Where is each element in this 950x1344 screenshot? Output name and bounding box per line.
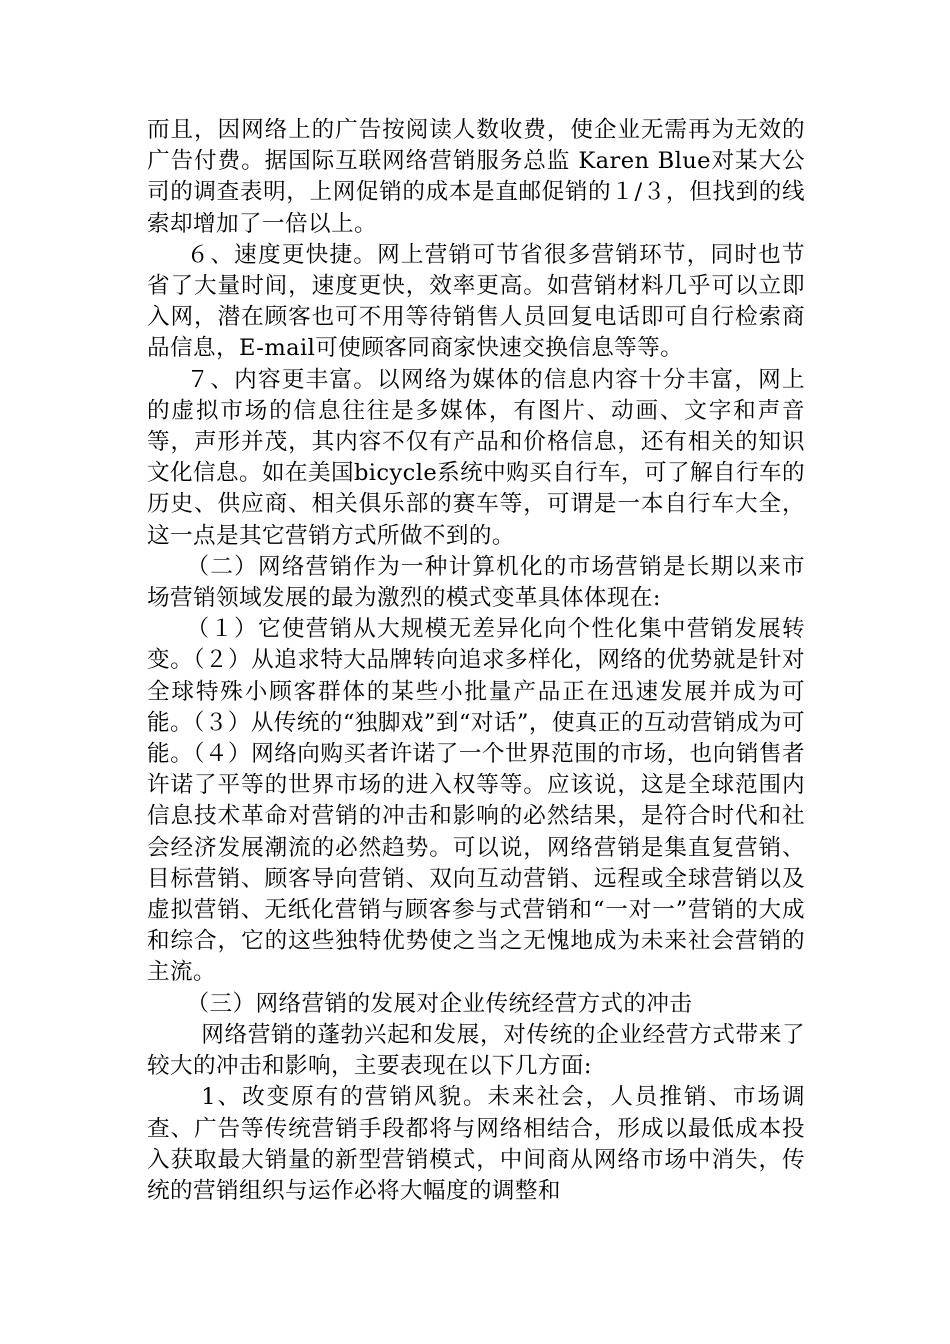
paragraph-speed: ６、速度更快捷。网上营销可节省很多营销环节，同时也节省了大量时间，速度更快，效率更高。如营销材料几乎可以立即入网，潜在顾客也可不用等待销售人员回复电话即可自行检索商品信息，E-mail可使顾客同商家快速交换信息等等。 (147, 241, 805, 362)
body-text (147, 115, 805, 1207)
paragraph-cost-savings: 而且，因网络上的广告按阅读人数收费，使企业无需再为无效的广告付费。据国际互联网络营销服务总监 Karen Blue对某大公司的调查表明，上网促销的成本是直邮促销的１/３，但找到的线索却增加了一倍以上。 (147, 117, 805, 237)
paragraph-content: ７、内容更丰富。以网络为媒体的信息内容十分丰富，网上的虚拟市场的信息往往是多媒体，有图片、动画、文字和声音等，声形并茂，其内容不仅有产品和价格信息，还有相关的知识文化信息。如在美国bicycle系统中购买自行车，可了解自行车的历史、供应商、相关俱乐部的赛车等，可谓是一本自行车大全，这一点是其它营销方式所做不到的。 (147, 366, 806, 549)
section-heading-two: （二）网络营销作为一种计算机化的市场营销是长期以来市场营销领域发展的最为激烈的模式变革具体体现在: (147, 553, 805, 612)
paragraph-transformation: （１）它使营销从大规模无差异化向个性化集中营销发展转变。（２）从追求特大品牌转向追求多样化，网络的优势就是针对全球特殊小顾客群体的某些小批量产品正在迅速发展并成为可能。（３）从传统的“独脚戏”到“对话”，使真正的互动营销成为可能。（４）网络向购买者许诺了一个世界范围的市场，也向销售者许诺了平等的世界市场的进入权等等。应该说，这是全球范围内信息技术革命对营销的冲击和影响的必然结果，是符合时代和社会经济发展潮流的必然趋势。可以说，网络营销是集直复营销、目标营销、顾客导向营销、双向互动营销、远程或全球营销以及虚拟营销、无纸化营销与顾客参与式营销和“一对一”营销的大成和综合，它的这些独特优势使之当之无愧地成为未来社会营销的主流。 (147, 616, 805, 986)
section-heading-three: （三）网络营销的发展对企业传统经营方式的冲击 (186, 990, 693, 1017)
paragraph-impact-intro: 网络营销的蓬勃兴起和发展，对传统的企业经营方式带来了较大的冲击和影响，主要表现在以下几方面: (147, 1021, 805, 1080)
paragraph-marketing-style: 1、改变原有的营销风貌。未来社会，人员推销、市场调查、广告等传统营销手段都将与网络相结合，形成以最低成本投入获取最大销量的新型营销模式，中间商从网络市场中消失，传统的营销组织与运作必将大幅度的调整和 (147, 1084, 805, 1204)
